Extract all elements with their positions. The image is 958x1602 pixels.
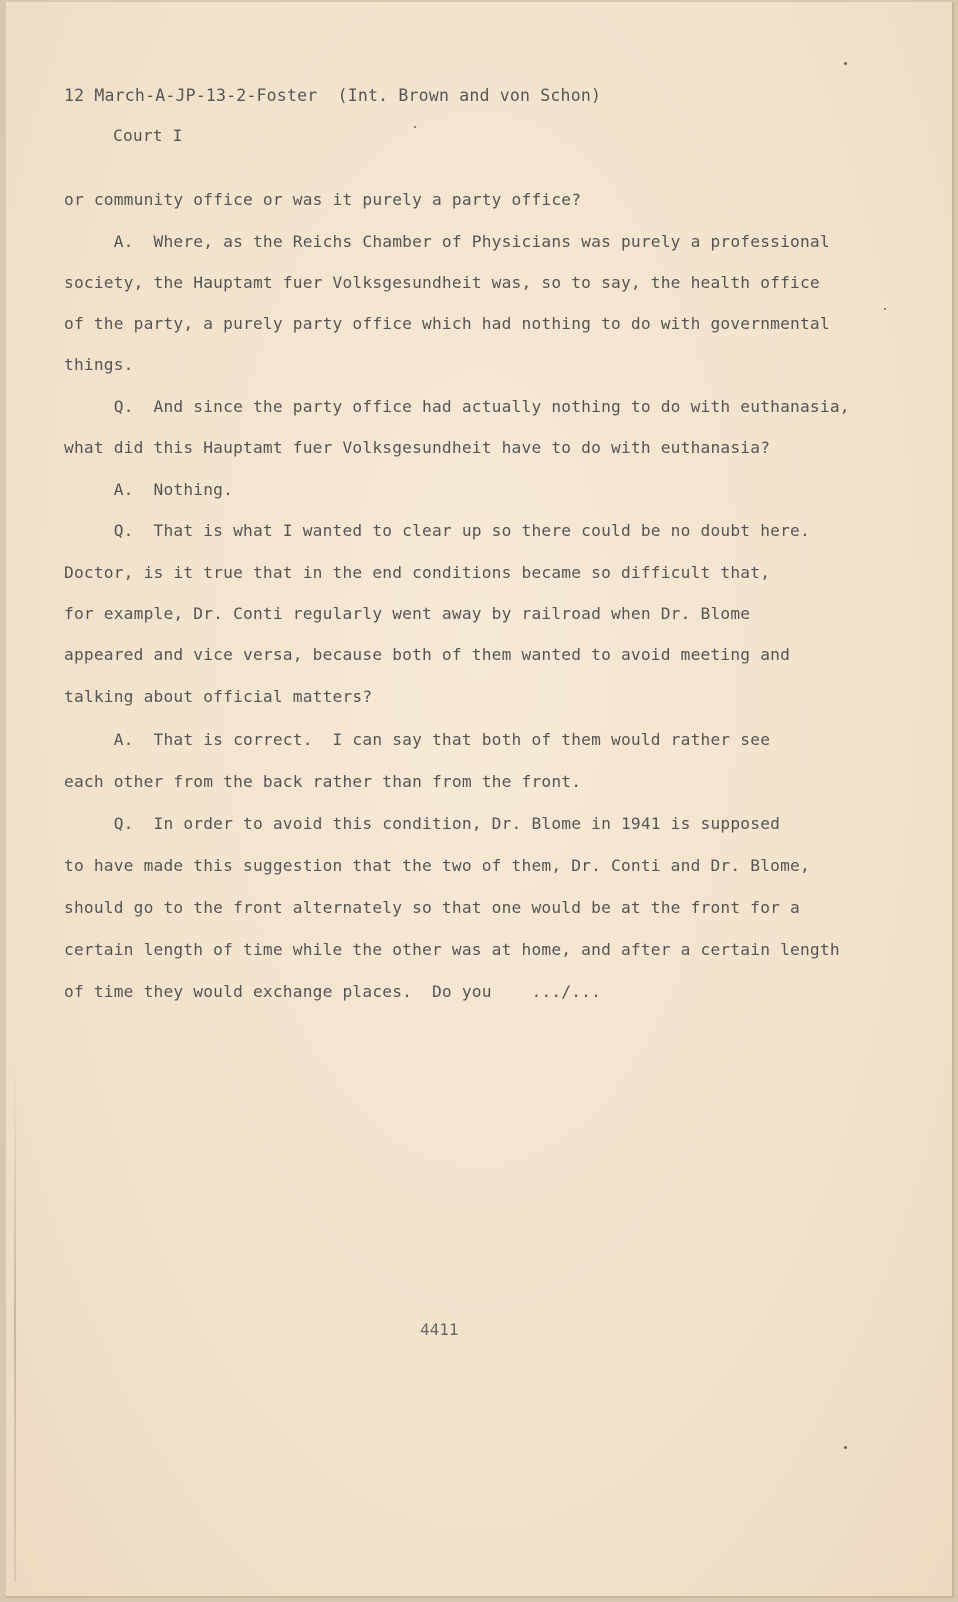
body-line: things. (64, 355, 134, 374)
page-number: 4411 (420, 1320, 459, 1339)
body-line: for example, Dr. Conti regularly went away by railroad when Dr. Blome (64, 604, 751, 623)
body-line: Q. That is what I wanted to clear up so there could be no doubt here. (64, 521, 810, 540)
court-label: Court I (113, 126, 183, 145)
body-line: or community office or was it purely a party office? (64, 190, 582, 209)
document-page (6, 2, 954, 1598)
body-line: talking about official matters? (64, 687, 373, 706)
body-line: what did this Hauptamt fuer Volksgesundheit have to do with euthanasia? (64, 438, 771, 457)
body-line: should go to the front alternately so that one would be at the front for a (64, 898, 800, 917)
body-line: appeared and vice versa, because both of them wanted to avoid meeting and (64, 645, 791, 664)
body-line: A. That is correct. I can say that both of them would rather see (64, 730, 771, 749)
body-line: of time they would exchange places. Do you .../... (64, 982, 602, 1001)
paper-speck (884, 308, 886, 310)
body-line: Q. And since the party office had actually nothing to do with euthanasia, (64, 397, 850, 416)
body-line: certain length of time while the other was at home, and after a certain length (64, 940, 840, 959)
paper-speck (414, 126, 416, 128)
paper-speck (844, 62, 847, 65)
body-line: Q. In order to avoid this condition, Dr. Blome in 1941 is supposed (64, 814, 781, 833)
page-edge-shadow (14, 1062, 16, 1582)
body-line: society, the Hauptamt fuer Volksgesundheit was, so to say, the health office (64, 273, 820, 292)
body-line: Doctor, is it true that in the end conditions became so difficult that, (64, 563, 771, 582)
paper-speck (844, 1446, 847, 1449)
body-line: to have made this suggestion that the two of them, Dr. Conti and Dr. Blome, (64, 856, 810, 875)
body-line: of the party, a purely party office which had nothing to do with governmental (64, 314, 830, 333)
body-line: each other from the back rather than from the front. (64, 772, 582, 791)
body-line: A. Nothing. (64, 480, 234, 499)
body-line: A. Where, as the Reichs Chamber of Physicians was purely a professional (64, 232, 830, 251)
document-header: 12 March-A-JP-13-2-Foster (Int. Brown and von Schon) (64, 86, 602, 105)
